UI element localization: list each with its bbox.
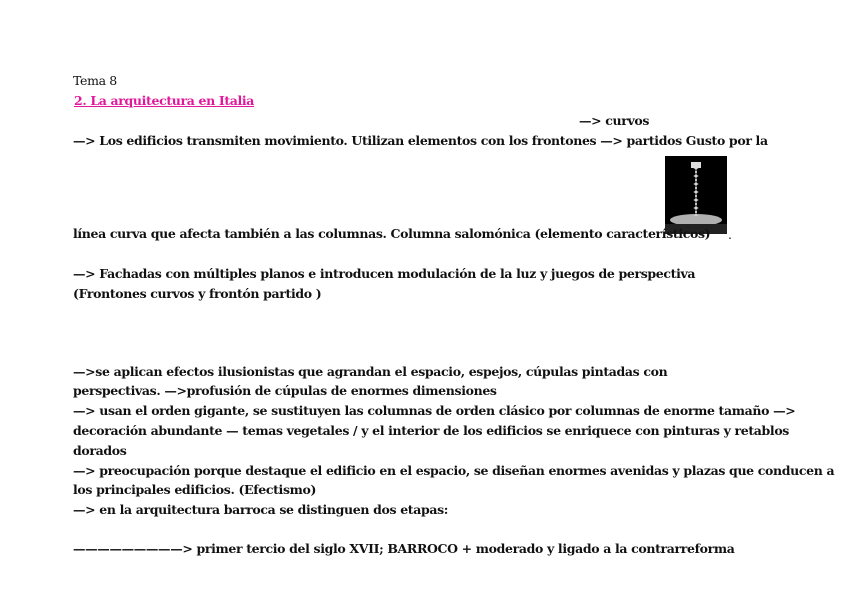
line-3: —> Fachadas con múltiples planos e introducen modulación de la luz y juegos de perspectiva <box>73 266 696 281</box>
line-11: los principales edificios. (Efectismo) <box>73 482 317 497</box>
heading: Tema 8 <box>73 73 117 88</box>
line-2-text: línea curva que afecta también a las columnas. Columna salomónica (elemento característicos) <box>73 226 711 241</box>
line-8: decoración abundante — temas vegetales / y el interior de los edificios se enriquece con pinturas y retablos <box>73 423 789 438</box>
line-2-end: . <box>728 227 732 242</box>
section-link-text[interactable]: 2. La arquitectura en Italia <box>74 93 255 108</box>
line-4: (Frontones curvos y frontón partido ) <box>73 286 322 301</box>
line-13: —————————> primer tercio del siglo XVII; BARROCO + moderado y ligado a la contrarreforma <box>73 541 735 556</box>
line-9: dorados <box>73 443 127 458</box>
line-6: perspectivas. —>profusión de cúpulas de enormes dimensiones <box>73 383 497 398</box>
line-1: —> Los edificios transmiten movimiento. Utilizan elementos con los frontones —> partidos Gusto por la <box>73 133 768 148</box>
line-2 <box>73 226 710 242</box>
line-curvos: —> curvos <box>579 113 650 128</box>
line-12: —> en la arquitectura barroca se distinguen dos etapas: <box>73 502 449 517</box>
line-10: —> preocupación porque destaque el edificio en el espacio, se diseñan enormes avenidas y plazas que conducen a <box>73 463 835 478</box>
line-5: —>se aplican efectos ilusionistas que agrandan el espacio, espejos, cúpulas pintadas con <box>73 364 668 379</box>
salomonic-column-image <box>665 156 727 234</box>
line-7: —> usan el orden gigante, se sustituyen las columnas de orden clásico por columnas de enorme tamaño —> <box>73 403 796 418</box>
section-link[interactable] <box>74 93 254 109</box>
